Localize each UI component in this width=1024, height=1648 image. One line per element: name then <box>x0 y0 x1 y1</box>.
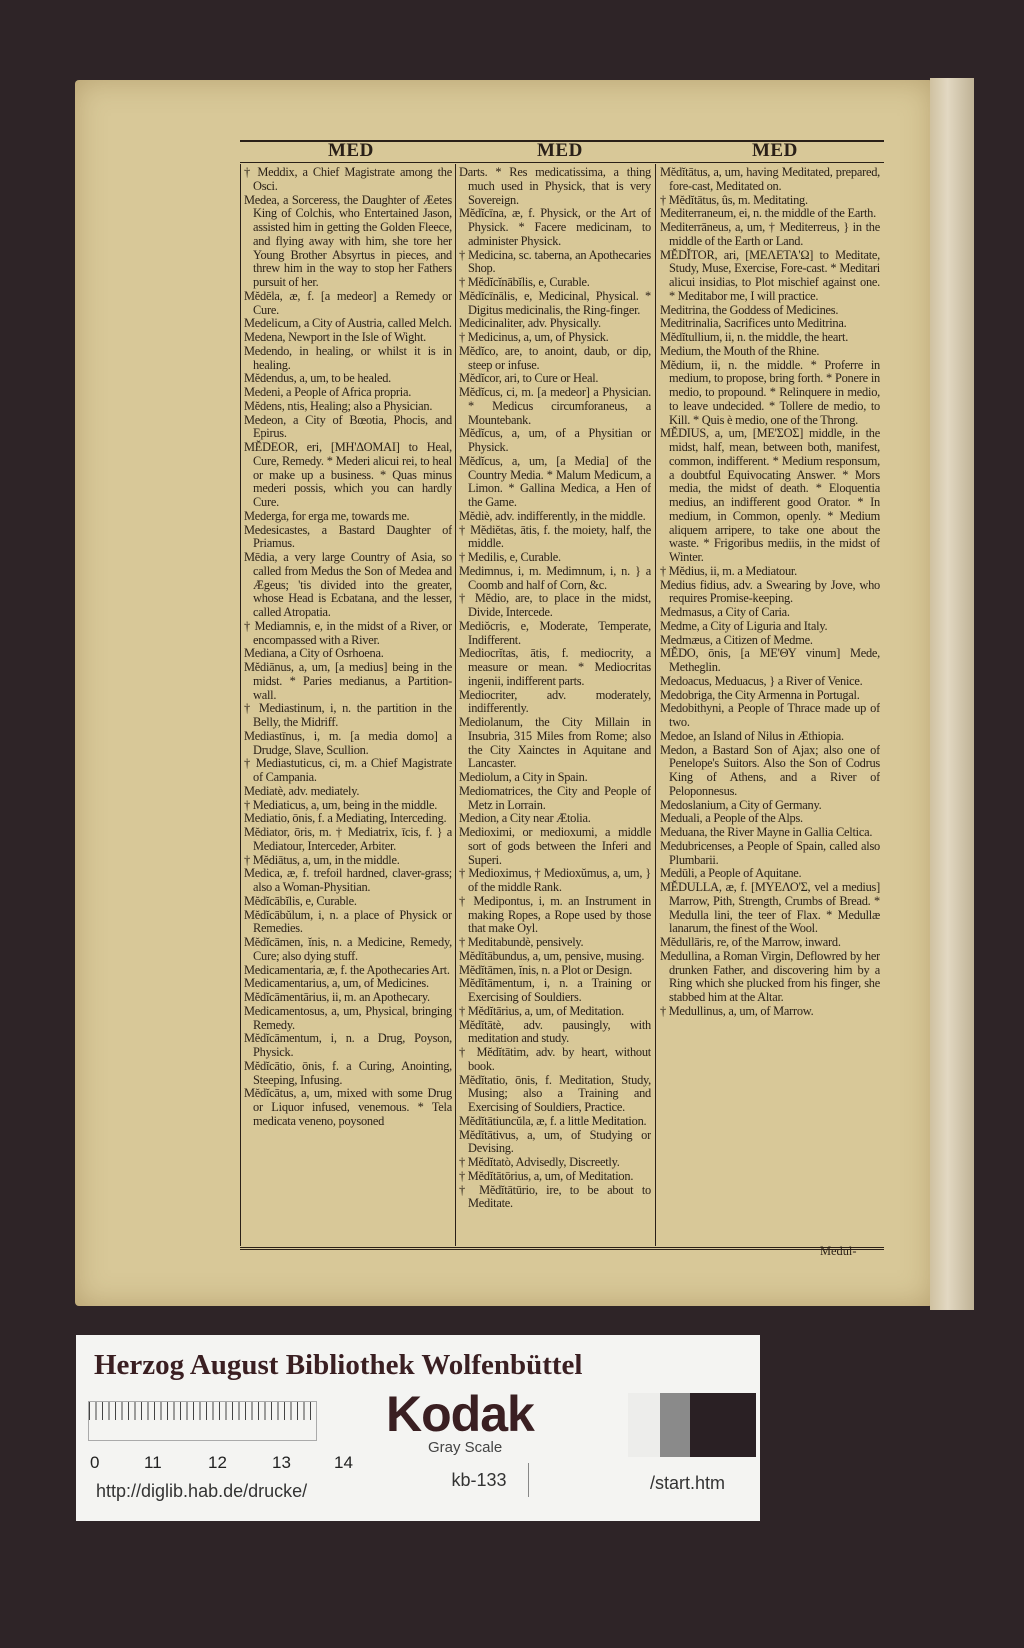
dictionary-entry: Medobriga, the City Armenna in Portugal. <box>660 687 860 702</box>
dictionary-entry: MĔDIUS, a, um, [ΜΕ'ΣΟΣ] middle, in the midst, half, mean, between both, manifest, common, indifferent. * Medium responsum, a doubtful Equivocating Answer. * Mors media, the midst of death. * Eloquentia medius, an indifferent good Orator. * In medium, in Common, openly. * Medium aliquem arripere, to take one about the waste. * Frigoribus mediis, in the midst of Winter. <box>660 426 880 564</box>
dictionary-entry: MĔDULLA, æ, f. [ΜΥΕΛΟ'Σ, vel a medius] Marrow, Pith, Strength, Crumbs of Bread. * Medulla lini, the teer of Flax. * Medullæ lanarum, the finest of the Wool. <box>660 880 880 936</box>
dictionary-entry: Medena, Newport in the Isle of Wight. <box>244 330 427 344</box>
dictionary-entry: Mĕdĭtāmen, ĭnis, n. a Plot or Design. <box>459 962 633 977</box>
dictionary-entry: Mediterraneum, ei, n. the middle of the Earth. <box>660 206 876 221</box>
catchword: Medul- <box>820 1244 857 1258</box>
dictionary-entry: Mĕdĭcus, ci, m. [a medeor] a Physician. * Medicus circumforaneus, a Mountebank. <box>459 385 651 427</box>
dictionary-entry: Mĕdĭcābŭlum, i, n. a place of Physick or Remedies. <box>244 907 452 936</box>
book-binding-edge <box>930 78 974 1310</box>
column-rule-left <box>240 164 241 1246</box>
dictionary-entry: Medicinaliter, adv. Physically. <box>459 316 601 331</box>
dictionary-entry: Mediomatrices, the City and People of Metz in Lorrain. <box>459 783 651 812</box>
dictionary-entry: MĔDĬTOR, ari, [ΜΕΛΕΤΑ'Ω] to Meditate, Study, Muse, Exercise, Fore-cast. * Meditari alicui insidias, to Plot mischief against one. * Meditabor me, I will practice. <box>660 247 880 303</box>
running-head-3: MED <box>752 140 798 161</box>
dictionary-entry: † Mediastinum, i, n. the partition in the Belly, the Midriff. <box>244 701 452 729</box>
dictionary-entry: MĔDO, ōnis, [a ΜΕ'ΘΥ vinum] Mede, Metheglin. <box>660 646 880 674</box>
dictionary-entry: † Mĕdĭtārius, a, um, of Meditation. <box>459 1003 625 1018</box>
dictionary-entry: Mĕdiator, ōris, m. † Mediatrix, īcis, f. } a Mediatour, Interceder, Arbiter. <box>244 825 452 853</box>
dictionary-entry: Medullina, a Roman Virgin, Deflowred by her drunken Father, and discovering him by a Ring which she plucked from his finger, she stabbed him at the Altar. <box>660 948 880 1004</box>
dictionary-entry: Mĕdĭcus, a, um, [a Media] of the Country Media. * Malum Medicum, a Limon. * Gallina Medica, a Hen of the Game. <box>459 453 651 509</box>
ruler-number: 0 <box>90 1453 100 1472</box>
dictionary-entry: Mĕdĭtātiuncŭla, æ, f. a little Meditation. <box>459 1113 647 1128</box>
dictionary-entry: Mĕdiānus, a, um, [a medius] being in the midst. * Paries medianus, a Partition-wall. <box>244 660 452 702</box>
dictionary-entry: Mĕdullāris, re, of the Marrow, inward. <box>660 935 841 949</box>
dictionary-entry: † Medicina, sc. taberna, an Apothecaries Shop. <box>459 247 651 276</box>
dictionary-entry: Mĕdĭcātio, ōnis, f. a Curing, Anointing, Steeping, Infusing. <box>244 1058 452 1087</box>
ruler-number: 13 <box>272 1453 291 1472</box>
dictionary-entry: Medioximi, or medioxumi, a middle sort of gods between the Inferi and Superi. <box>459 825 651 867</box>
dictionary-entry: Medea, a Sorceress, the Daughter of Æetes King of Colchis, who Entertained Jason, assisted him in getting the Golden Fleece, and flying away with him, she tore her Young Brother Absyrtus in pieces, and threw him in the way to stop her Fathers pursuit of her. <box>244 192 452 289</box>
dictionary-entry: Medeon, a City of Bœotia, Phocis, and Epirus. <box>244 412 452 441</box>
dictionary-entry: † Medilis, e, Curable. <box>459 550 561 564</box>
dictionary-entry: Mĕdĭcīnālis, e, Medicinal, Physical. * Digitus medicinalis, the Ring-finger. <box>459 288 651 317</box>
gray-scale-label: Gray Scale <box>428 1439 503 1456</box>
dictionary-entry: † Mĕdĭtātim, adv. by heart, without book. <box>459 1045 651 1073</box>
dictionary-entry: Mĕdĭtāmentum, i, n. a Training or Exercising of Souldiers. <box>459 976 651 1004</box>
dictionary-entry: Mĕdĭcātus, a, um, mixed with some Drug or Liquor infused, venemous. * Tela medicata veneno, poysoned <box>244 1086 452 1128</box>
url-left: http://diglib.hab.de/drucke/ <box>96 1481 308 1501</box>
dictionary-entry: Medoacus, Meduacus, } a River of Venice. <box>660 673 863 688</box>
dictionary-entry: Mediolum, a City in Spain. <box>459 770 588 784</box>
dictionary-entry: † Mediamnis, e, in the midst of a River, or encompassed with a River. <box>244 618 452 647</box>
dictionary-entry: † Mĕdius, ii, m. a Mediatour. <box>660 563 797 578</box>
dictionary-entry: Mediolanum, the City Millain in Insubria, 315 Miles from Rome; also the City Xainctes in Aquitane and Lancaster. <box>459 715 651 771</box>
dictionary-entry: Medesicastes, a Bastard Daughter of Priamus. <box>244 522 452 551</box>
dictionary-column-2 <box>459 166 651 1242</box>
dictionary-entry: Mederga, for erga me, towards me. <box>244 508 410 523</box>
dictionary-entry: Medimnus, i, m. Medimnum, i, n. } a Coomb and half of Corn, &c. <box>459 563 651 592</box>
dictionary-entry: † Mediaticus, a, um, being in the middle. <box>244 797 438 812</box>
dictionary-entry: Medica, æ, f. trefoil hardned, claver-grass; also a Woman-Physitian. <box>244 866 452 894</box>
running-head-2: MED <box>537 140 583 161</box>
dictionary-entry: Medmæus, a Citizen of Medme. <box>660 632 813 647</box>
dictionary-entry: † Mĕdiĕtas, ātis, f. the moiety, half, the middle. <box>459 522 651 551</box>
dictionary-entry: Mĕdĭtātus, a, um, having Meditated, prepared, fore-cast, Meditated on. <box>660 166 880 193</box>
dictionary-entry: Mĕdiè, adv. indifferently, in the middle. <box>459 508 646 523</box>
dictionary-entry: † Medipontus, i, m. an Instrument in making Ropes, a Rope used by those that make Oyl. <box>459 893 651 936</box>
dictionary-entry: † Mediastuticus, ci, m. a Chief Magistrate of Campania. <box>244 756 452 784</box>
dictionary-entry: † Mĕdĭtātōrius, a, um, of Meditation. <box>459 1168 634 1183</box>
dictionary-entry: Medmasus, a City of Caria. <box>660 605 790 619</box>
gray-patch-light <box>628 1393 660 1457</box>
dictionary-entry: Mĕdĭcāmentum, i, n. a Drug, Poyson, Physick. <box>244 1031 452 1059</box>
dictionary-entry: † Medullinus, a, um, of Marrow. <box>660 1003 814 1018</box>
dictionary-entry: Mĕdĭtatio, ōnis, f. Meditation, Study, Musing; also a Training and Exercising of Souldiers, Practice. <box>459 1072 651 1114</box>
dictionary-entry: Mediŏcris, e, Moderate, Temperate, Indifferent. <box>459 618 651 647</box>
dictionary-entry: Medion, a City near Ætolia. <box>459 811 591 826</box>
dictionary-entry: Meditrina, the Goddess of Medicines. <box>660 302 839 317</box>
dictionary-entry: Meduali, a People of the Alps. <box>660 811 803 826</box>
dictionary-entry: Mĕdēla, æ, f. [a medeor] a Remedy or Cure. <box>244 288 452 317</box>
dictionary-entry: † Mĕdĭtātūrio, ire, to be about to Meditate. <box>459 1182 651 1211</box>
dictionary-entry: Medūli, a People of Aquitane. <box>660 866 802 881</box>
ruler-number: 12 <box>208 1453 227 1472</box>
dictionary-entry: † Mĕdĭtatò, Advisedly, Discreetly. <box>459 1155 620 1169</box>
library-title: Herzog August Bibliothek Wolfenbüttel <box>94 1349 583 1381</box>
dictionary-entry: Mēdia, a very large Country of Asia, so called from Medus the Son of Medea and Ægeus; 'tis divided into the greater, whose Head is Ecbatana, and the lesser, called Atropatia. <box>244 550 452 619</box>
dictionary-entry: Medubricenses, a People of Spain, called also Plumbarii. <box>660 838 880 867</box>
dictionary-entry: Medicamentaria, æ, f. the Apothecaries Art. <box>244 962 450 977</box>
dictionary-entry: Mĕdendus, a, um, to be healed. <box>244 371 391 386</box>
running-head-1: MED <box>328 140 374 161</box>
dictionary-entry: Mediatè, adv. mediately. <box>244 783 360 798</box>
header-rule <box>240 162 884 163</box>
dictionary-entry: † Mĕdĭcĭnābĭlis, e, Curable. <box>459 275 590 289</box>
ruler-number: 11 <box>144 1453 162 1472</box>
dictionary-entry: Mĕdĭcus, a, um, of a Physitian or Physick. <box>459 426 651 454</box>
dictionary-entry: Mĕdĭtābundus, a, um, pensive, musing. <box>459 948 645 963</box>
dictionary-entry: Medius fidius, adv. a Swearing by Jove, who requires Promise-keeping. <box>660 577 880 606</box>
dictionary-entry: † Mĕdio, are, to place in the midst, Divide, Intercede. <box>459 591 651 619</box>
dictionary-entry: Mĕdium, ii, n. the middle. * Proferre in medium, to propose, bring forth. * Ponere in medio, to propound. * Relinquere in medio, to leave undecided. * Tollere de medio, to Kill. * Quis è medio, one of the Throng. <box>660 357 880 427</box>
dictionary-entry: Mĕdĭcor, ari, to Cure or Heal. <box>459 371 599 386</box>
dictionary-entry: Medme, a City of Liguria and Italy. <box>660 618 828 633</box>
dictionary-column-3 <box>660 166 880 1242</box>
dictionary-entry: Medendo, in healing, or whilst it is in healing. <box>244 343 452 372</box>
dictionary-entry: † Meddix, a Chief Magistrate among the Osci. <box>244 166 452 193</box>
dictionary-entry: Mĕdĭtullium, ii, n. the middle, the heart. <box>660 330 849 344</box>
scale-ruler <box>88 1401 317 1441</box>
dictionary-entry: Medeni, a People of Africa propria. <box>244 385 412 399</box>
dictionary-entry: † Mĕdĭtātus, ûs, m. Meditating. <box>660 192 808 207</box>
dictionary-entry: Mediatio, ōnis, f. a Mediating, Interceding. <box>244 811 447 826</box>
dictionary-entry: Medelicum, a City of Austria, called Melch. <box>244 316 452 331</box>
dictionary-entry: Mĕdĭcāmentārius, ii, m. an Apothecary. <box>244 990 430 1004</box>
archive-label-card <box>76 1335 760 1521</box>
dictionary-entry: † Mĕdiātus, a, um, in the middle. <box>244 852 400 867</box>
dictionary-entry: Mediocrĭtas, ātis, f. mediocrity, a measure or mean. * Mediocritas ingenii, indifferent parts. <box>459 646 651 688</box>
column-rule-2 <box>655 164 656 1246</box>
kodak-logo: Kodak <box>386 1386 534 1442</box>
dictionary-entry: Medoslanium, a City of Germany. <box>660 797 822 812</box>
dictionary-entry: Mediterrāneus, a, um, † Mediterreus, } in the middle of the Earth or Land. <box>660 220 880 248</box>
dictionary-entry: Medicamentarius, a, um, of Medicines. <box>244 976 429 991</box>
dictionary-entry: Mediana, a City of Osrhoena. <box>244 646 384 661</box>
dictionary-entry: Mĕdĭco, are, to anoint, daub, or dip, steep or infuse. <box>459 343 651 372</box>
dictionary-entry: Mĕdĭtātè, adv. pausingly, with meditation and study. <box>459 1017 651 1046</box>
dictionary-entry: † Medicinus, a, um, of Physick. <box>459 330 609 344</box>
dictionary-entry: Mĕdĭcāmen, ĭnis, n. a Medicine, Remedy, Cure; also dying stuff. <box>244 935 452 963</box>
dictionary-entry: Medoe, an Island of Nilus in Æthiopia. <box>660 728 844 743</box>
gray-patch-mid <box>660 1393 690 1457</box>
dictionary-entry: Mediastīnus, i, m. [a media domo] a Drudge, Slave, Scullion. <box>244 728 452 757</box>
gray-patch-dark <box>690 1393 756 1457</box>
dictionary-entry: Mĕdens, ntis, Healing; also a Physician. <box>244 398 433 413</box>
dictionary-entry: Darts. * Res medicatissima, a thing much used in Physick, that is very Sovereign. <box>459 166 651 207</box>
shelfmark-code: kb-133 <box>430 1463 529 1497</box>
dictionary-entry: † Meditabundè, pensively. <box>459 935 584 949</box>
url-right: /start.htm <box>650 1473 726 1493</box>
dictionary-entry: Medium, the Mouth of the Rhine. <box>660 343 820 358</box>
column-rule-1 <box>455 164 456 1246</box>
dictionary-entry: Meditrinalia, Sacrifices unto Meditrina. <box>660 316 847 331</box>
dictionary-entry: Mĕdĭtātivus, a, um, of Studying or Devising. <box>459 1127 651 1156</box>
dictionary-entry: Medobithyni, a People of Thrace made up of two. <box>660 701 880 729</box>
dictionary-entry: Mĕdĭcābĭlis, e, Curable. <box>244 893 357 908</box>
dictionary-entry: Mediocriter, adv. moderately, indifferently. <box>459 687 651 716</box>
dictionary-entry: Medicamentosus, a, um, Physical, bringing Remedy. <box>244 1003 452 1032</box>
dictionary-column-1 <box>244 166 452 1242</box>
dictionary-entry: Meduana, the River Mayne in Gallia Celtica. <box>660 825 873 839</box>
dictionary-entry: MĔDEOR, eri, [ΜΗ'ΔΟΜΑΙ] to Heal, Cure, Remedy. * Mederi alicui rei, to heal or make up a business. * Quas minus mederi possis, which you can hardly Cure. <box>244 440 452 509</box>
dictionary-entry: Medon, a Bastard Son of Ajax; also one of Penelope's Suitors. Also the Son of Codrus King of Athens, and a River of Peloponnesus. <box>660 742 880 798</box>
dictionary-entry: Mĕdĭcīna, æ, f. Physick, or the Art of Physick. * Facere medicinam, to administer Physick. <box>459 206 651 248</box>
ruler-number: 14 <box>334 1453 353 1472</box>
dictionary-entry: † Medioximus, † Medioxŭmus, a, um, } of the middle Rank. <box>459 866 651 894</box>
